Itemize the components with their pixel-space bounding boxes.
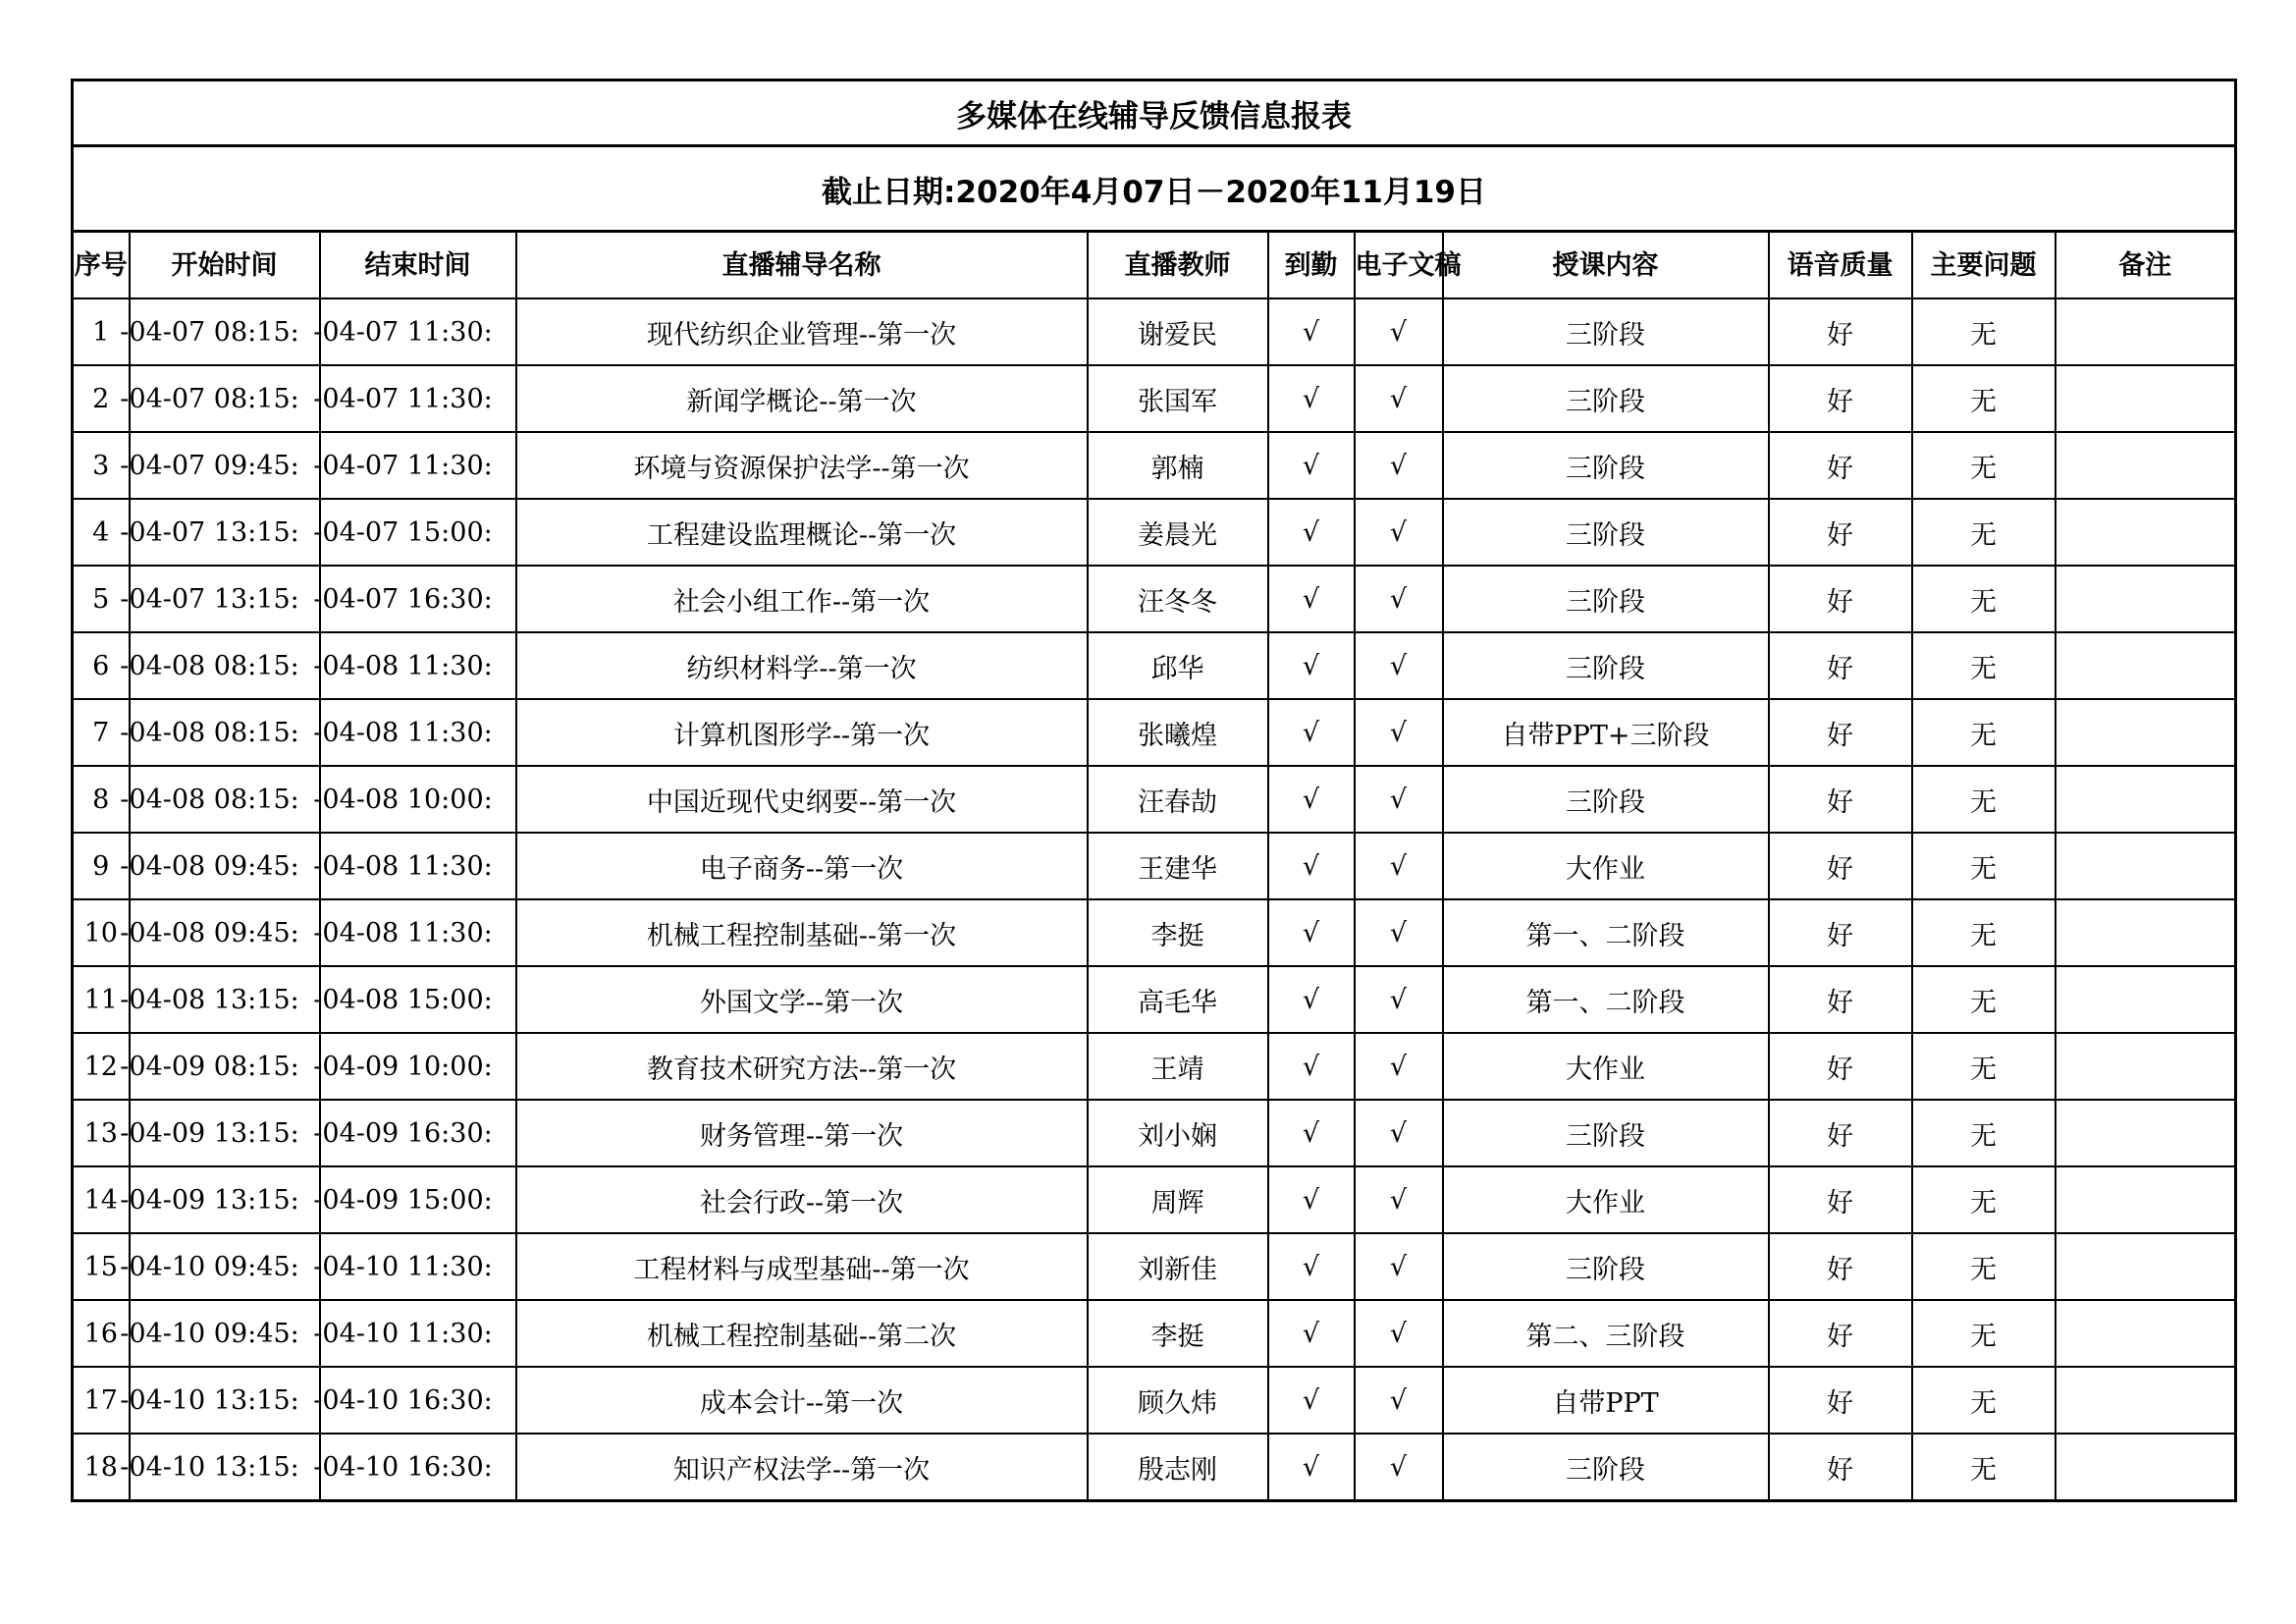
table-row <box>73 699 2236 766</box>
cell-note <box>2056 1434 2236 1501</box>
cell-end-time: -04-09 10:00: <box>320 1033 516 1100</box>
cell-voice-quality: 好 <box>1769 766 1912 833</box>
header-seq: 序号 <box>73 232 130 299</box>
cell-electronic-doc: √ <box>1355 1367 1443 1434</box>
cell-content: 三阶段 <box>1443 1100 1769 1166</box>
cell-note <box>2056 1233 2236 1300</box>
cell-teacher: 郭楠 <box>1088 432 1268 499</box>
cell-seq: 17 <box>73 1367 130 1434</box>
cell-seq: 6 <box>73 632 130 699</box>
cell-seq: 2 <box>73 365 130 432</box>
cell-seq: 11 <box>73 966 130 1033</box>
cell-teacher: 邱华 <box>1088 632 1268 699</box>
cell-voice-quality: 好 <box>1769 699 1912 766</box>
cell-start-time: -04-08 08:15: <box>130 632 320 699</box>
table-row <box>73 766 2236 833</box>
cell-course-name: 中国近现代史纲要--第一次 <box>516 766 1088 833</box>
cell-electronic-doc: √ <box>1355 566 1443 632</box>
cell-electronic-doc: √ <box>1355 632 1443 699</box>
cell-main-issue: 无 <box>1912 1100 2056 1166</box>
cell-electronic-doc: √ <box>1355 1300 1443 1367</box>
cell-content: 三阶段 <box>1443 566 1769 632</box>
cell-start-time: -04-07 09:45: <box>130 432 320 499</box>
cell-voice-quality: 好 <box>1769 365 1912 432</box>
cell-attendance: √ <box>1268 1166 1355 1233</box>
cell-seq: 14 <box>73 1166 130 1233</box>
cell-seq: 18 <box>73 1434 130 1501</box>
cell-seq: 7 <box>73 699 130 766</box>
cell-main-issue: 无 <box>1912 432 2056 499</box>
cell-course-name: 社会小组工作--第一次 <box>516 566 1088 632</box>
header-row <box>73 232 2236 299</box>
cell-end-time: -04-07 15:00: <box>320 499 516 566</box>
feedback-report-table <box>71 79 2237 1502</box>
cell-start-time: -04-08 09:45: <box>130 833 320 899</box>
cell-main-issue: 无 <box>1912 566 2056 632</box>
cell-main-issue: 无 <box>1912 1367 2056 1434</box>
cell-end-time: -04-08 15:00: <box>320 966 516 1033</box>
cell-start-time: -04-08 13:15: <box>130 966 320 1033</box>
cell-start-time: -04-08 08:15: <box>130 699 320 766</box>
cell-teacher: 刘小娴 <box>1088 1100 1268 1166</box>
cell-end-time: -04-08 11:30: <box>320 632 516 699</box>
cell-end-time: -04-07 16:30: <box>320 566 516 632</box>
cell-course-name: 机械工程控制基础--第一次 <box>516 899 1088 966</box>
cell-end-time: -04-10 11:30: <box>320 1300 516 1367</box>
cell-attendance: √ <box>1268 699 1355 766</box>
table-row <box>73 1233 2236 1300</box>
cell-course-name: 纺织材料学--第一次 <box>516 632 1088 699</box>
table-row <box>73 1367 2236 1434</box>
cell-note <box>2056 432 2236 499</box>
header-start-time: 开始时间 <box>130 232 320 299</box>
cell-electronic-doc: √ <box>1355 766 1443 833</box>
cell-end-time: -04-08 11:30: <box>320 833 516 899</box>
header-teacher: 直播教师 <box>1088 232 1268 299</box>
cell-main-issue: 无 <box>1912 699 2056 766</box>
cell-start-time: -04-09 08:15: <box>130 1033 320 1100</box>
cell-content: 第一、二阶段 <box>1443 966 1769 1033</box>
cell-teacher: 张曦煌 <box>1088 699 1268 766</box>
table-row <box>73 499 2236 566</box>
cell-course-name: 工程建设监理概论--第一次 <box>516 499 1088 566</box>
cell-course-name: 现代纺织企业管理--第一次 <box>516 298 1088 365</box>
cell-voice-quality: 好 <box>1769 1434 1912 1501</box>
cell-content: 大作业 <box>1443 1033 1769 1100</box>
cell-main-issue: 无 <box>1912 766 2056 833</box>
cell-course-name: 知识产权法学--第一次 <box>516 1434 1088 1501</box>
cell-electronic-doc: √ <box>1355 1434 1443 1501</box>
cell-attendance: √ <box>1268 1033 1355 1100</box>
cell-teacher: 张国军 <box>1088 365 1268 432</box>
header-note: 备注 <box>2056 232 2236 299</box>
cell-electronic-doc: √ <box>1355 1033 1443 1100</box>
cell-start-time: -04-10 09:45: <box>130 1300 320 1367</box>
cell-course-name: 外国文学--第一次 <box>516 966 1088 1033</box>
cell-content: 三阶段 <box>1443 432 1769 499</box>
cell-end-time: -04-07 11:30: <box>320 298 516 365</box>
report-title: 多媒体在线辅导反馈信息报表 <box>73 81 2236 146</box>
cutoff-date: 截止日期:2020年4月07日－2020年11月19日 <box>73 146 2236 232</box>
cell-teacher: 顾久炜 <box>1088 1367 1268 1434</box>
cell-note <box>2056 766 2236 833</box>
cell-start-time: -04-08 09:45: <box>130 899 320 966</box>
cell-main-issue: 无 <box>1912 899 2056 966</box>
cell-attendance: √ <box>1268 432 1355 499</box>
cell-start-time: -04-09 13:15: <box>130 1100 320 1166</box>
cell-voice-quality: 好 <box>1769 298 1912 365</box>
cell-content: 大作业 <box>1443 1166 1769 1233</box>
cell-note <box>2056 1100 2236 1166</box>
cell-end-time: -04-08 11:30: <box>320 699 516 766</box>
cell-voice-quality: 好 <box>1769 1166 1912 1233</box>
cell-note <box>2056 833 2236 899</box>
table-row <box>73 365 2236 432</box>
cell-main-issue: 无 <box>1912 632 2056 699</box>
cell-attendance: √ <box>1268 365 1355 432</box>
cell-content: 第二、三阶段 <box>1443 1300 1769 1367</box>
cell-teacher: 汪春劼 <box>1088 766 1268 833</box>
cell-end-time: -04-10 11:30: <box>320 1233 516 1300</box>
cell-teacher: 王靖 <box>1088 1033 1268 1100</box>
cell-start-time: -04-10 09:45: <box>130 1233 320 1300</box>
cell-end-time: -04-10 16:30: <box>320 1367 516 1434</box>
cell-attendance: √ <box>1268 966 1355 1033</box>
cell-teacher: 李挺 <box>1088 1300 1268 1367</box>
cell-voice-quality: 好 <box>1769 899 1912 966</box>
cell-end-time: -04-07 11:30: <box>320 432 516 499</box>
cell-electronic-doc: √ <box>1355 833 1443 899</box>
cell-seq: 15 <box>73 1233 130 1300</box>
cell-course-name: 环境与资源保护法学--第一次 <box>516 432 1088 499</box>
cell-attendance: √ <box>1268 632 1355 699</box>
cell-attendance: √ <box>1268 833 1355 899</box>
cell-start-time: -04-09 13:15: <box>130 1166 320 1233</box>
cell-main-issue: 无 <box>1912 833 2056 899</box>
cell-attendance: √ <box>1268 499 1355 566</box>
cell-course-name: 社会行政--第一次 <box>516 1166 1088 1233</box>
cell-main-issue: 无 <box>1912 1233 2056 1300</box>
cell-attendance: √ <box>1268 298 1355 365</box>
cell-attendance: √ <box>1268 566 1355 632</box>
cell-main-issue: 无 <box>1912 1300 2056 1367</box>
cell-teacher: 周辉 <box>1088 1166 1268 1233</box>
cell-content: 第一、二阶段 <box>1443 899 1769 966</box>
table-row <box>73 1434 2236 1501</box>
cell-note <box>2056 298 2236 365</box>
cell-course-name: 成本会计--第一次 <box>516 1367 1088 1434</box>
cell-start-time: -04-10 13:15: <box>130 1434 320 1501</box>
cell-content: 三阶段 <box>1443 632 1769 699</box>
cell-voice-quality: 好 <box>1769 499 1912 566</box>
cell-main-issue: 无 <box>1912 1166 2056 1233</box>
cell-teacher: 王建华 <box>1088 833 1268 899</box>
table-row <box>73 1033 2236 1100</box>
cell-attendance: √ <box>1268 1100 1355 1166</box>
cell-seq: 5 <box>73 566 130 632</box>
cell-seq: 1 <box>73 298 130 365</box>
cell-course-name: 机械工程控制基础--第二次 <box>516 1300 1088 1367</box>
cell-voice-quality: 好 <box>1769 432 1912 499</box>
cell-start-time: -04-07 13:15: <box>130 566 320 632</box>
cell-teacher: 汪冬冬 <box>1088 566 1268 632</box>
cell-content: 三阶段 <box>1443 499 1769 566</box>
cell-content: 三阶段 <box>1443 298 1769 365</box>
table-row <box>73 966 2236 1033</box>
cell-attendance: √ <box>1268 1367 1355 1434</box>
header-electronic-doc: 电子文稿 <box>1355 232 1443 299</box>
cell-teacher: 高毛华 <box>1088 966 1268 1033</box>
cell-electronic-doc: √ <box>1355 432 1443 499</box>
cell-attendance: √ <box>1268 899 1355 966</box>
cell-content: 三阶段 <box>1443 1233 1769 1300</box>
cell-main-issue: 无 <box>1912 298 2056 365</box>
header-course-name: 直播辅导名称 <box>516 232 1088 299</box>
cell-electronic-doc: √ <box>1355 966 1443 1033</box>
cell-content: 大作业 <box>1443 833 1769 899</box>
table-row <box>73 432 2236 499</box>
cell-end-time: -04-08 11:30: <box>320 899 516 966</box>
cell-voice-quality: 好 <box>1769 632 1912 699</box>
cell-start-time: -04-07 08:15: <box>130 298 320 365</box>
cell-seq: 8 <box>73 766 130 833</box>
cell-course-name: 财务管理--第一次 <box>516 1100 1088 1166</box>
cell-content: 三阶段 <box>1443 766 1769 833</box>
cell-voice-quality: 好 <box>1769 1100 1912 1166</box>
cell-voice-quality: 好 <box>1769 966 1912 1033</box>
header-voice-quality: 语音质量 <box>1769 232 1912 299</box>
cell-note <box>2056 1033 2236 1100</box>
cell-electronic-doc: √ <box>1355 699 1443 766</box>
cell-teacher: 殷志刚 <box>1088 1434 1268 1501</box>
cell-note <box>2056 899 2236 966</box>
header-attendance: 到勤 <box>1268 232 1355 299</box>
cell-content: 自带PPT <box>1443 1367 1769 1434</box>
cell-start-time: -04-07 13:15: <box>130 499 320 566</box>
cell-seq: 4 <box>73 499 130 566</box>
cell-seq: 16 <box>73 1300 130 1367</box>
cell-content: 自带PPT+三阶段 <box>1443 699 1769 766</box>
cell-electronic-doc: √ <box>1355 298 1443 365</box>
cell-course-name: 电子商务--第一次 <box>516 833 1088 899</box>
header-end-time: 结束时间 <box>320 232 516 299</box>
cell-start-time: -04-10 13:15: <box>130 1367 320 1434</box>
cell-attendance: √ <box>1268 1434 1355 1501</box>
cell-end-time: -04-08 10:00: <box>320 766 516 833</box>
cell-voice-quality: 好 <box>1769 833 1912 899</box>
cell-note <box>2056 699 2236 766</box>
cell-content: 三阶段 <box>1443 365 1769 432</box>
cell-seq: 9 <box>73 833 130 899</box>
cell-electronic-doc: √ <box>1355 499 1443 566</box>
cell-voice-quality: 好 <box>1769 1033 1912 1100</box>
header-main-issue: 主要问题 <box>1912 232 2056 299</box>
cell-teacher: 姜晨光 <box>1088 499 1268 566</box>
cell-end-time: -04-09 16:30: <box>320 1100 516 1166</box>
cell-voice-quality: 好 <box>1769 1233 1912 1300</box>
cell-seq: 3 <box>73 432 130 499</box>
cell-note <box>2056 632 2236 699</box>
cell-note <box>2056 1166 2236 1233</box>
cell-note <box>2056 499 2236 566</box>
header-content: 授课内容 <box>1443 232 1769 299</box>
cell-note <box>2056 1367 2236 1434</box>
cell-voice-quality: 好 <box>1769 1300 1912 1367</box>
cell-main-issue: 无 <box>1912 1434 2056 1501</box>
cell-teacher: 谢爱民 <box>1088 298 1268 365</box>
cell-seq: 10 <box>73 899 130 966</box>
table-row <box>73 899 2236 966</box>
cell-main-issue: 无 <box>1912 365 2056 432</box>
cell-end-time: -04-09 15:00: <box>320 1166 516 1233</box>
cell-electronic-doc: √ <box>1355 1166 1443 1233</box>
cell-main-issue: 无 <box>1912 966 2056 1033</box>
cell-note <box>2056 1300 2236 1367</box>
cell-voice-quality: 好 <box>1769 1367 1912 1434</box>
table-row <box>73 566 2236 632</box>
cell-course-name: 工程材料与成型基础--第一次 <box>516 1233 1088 1300</box>
cell-main-issue: 无 <box>1912 1033 2056 1100</box>
table-row <box>73 298 2236 365</box>
cell-voice-quality: 好 <box>1769 566 1912 632</box>
table-row <box>73 632 2236 699</box>
cell-electronic-doc: √ <box>1355 1233 1443 1300</box>
cell-attendance: √ <box>1268 1233 1355 1300</box>
table-row <box>73 1100 2236 1166</box>
cell-attendance: √ <box>1268 1300 1355 1367</box>
cell-note <box>2056 365 2236 432</box>
cell-electronic-doc: √ <box>1355 1100 1443 1166</box>
table-row <box>73 1300 2236 1367</box>
cell-end-time: -04-10 16:30: <box>320 1434 516 1501</box>
table-row <box>73 833 2236 899</box>
cell-main-issue: 无 <box>1912 499 2056 566</box>
cell-course-name: 计算机图形学--第一次 <box>516 699 1088 766</box>
cell-note <box>2056 566 2236 632</box>
cell-teacher: 李挺 <box>1088 899 1268 966</box>
cell-content: 三阶段 <box>1443 1434 1769 1501</box>
cell-teacher: 刘新佳 <box>1088 1233 1268 1300</box>
cell-course-name: 新闻学概论--第一次 <box>516 365 1088 432</box>
cell-electronic-doc: √ <box>1355 365 1443 432</box>
cell-end-time: -04-07 11:30: <box>320 365 516 432</box>
cell-electronic-doc: √ <box>1355 899 1443 966</box>
cell-attendance: √ <box>1268 766 1355 833</box>
cell-course-name: 教育技术研究方法--第一次 <box>516 1033 1088 1100</box>
cell-seq: 13 <box>73 1100 130 1166</box>
cell-start-time: -04-08 08:15: <box>130 766 320 833</box>
cell-start-time: -04-07 08:15: <box>130 365 320 432</box>
table-row <box>73 1166 2236 1233</box>
cell-note <box>2056 966 2236 1033</box>
cell-seq: 12 <box>73 1033 130 1100</box>
